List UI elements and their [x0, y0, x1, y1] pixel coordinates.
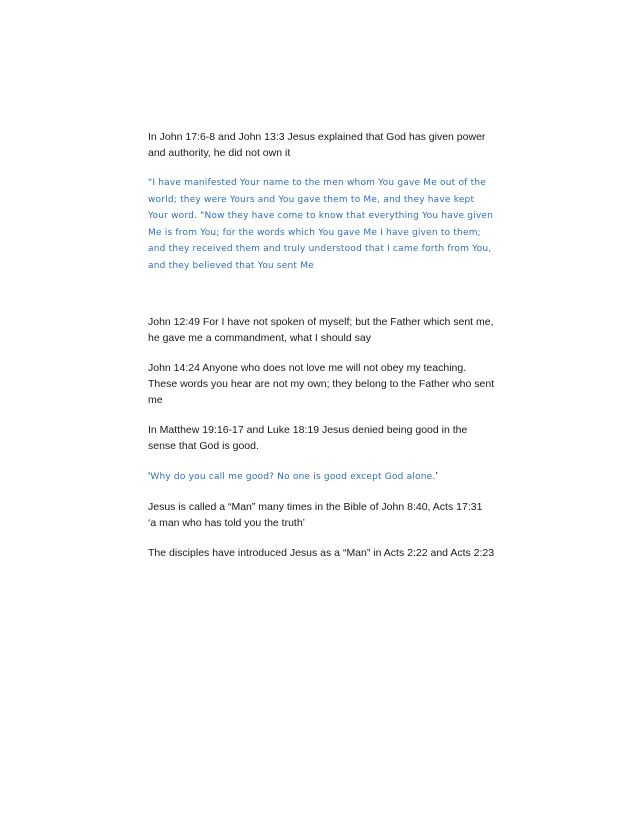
- paragraph-line-1: Jesus is called a “Man” many times in the Bible of John 8:40, Acts 17:31: [148, 501, 483, 513]
- paragraph-disciples: The disciples have introduced Jesus as a “Man” in Acts 2:22 and Acts 2:23: [148, 547, 495, 559]
- paragraph-john-12: John 12:49 For I have not spoken of myself; but the Father which sent me, he gave me a commandment, what I should say: [148, 316, 494, 344]
- quote-why-call-me-good: [148, 468, 496, 485]
- document-body: [148, 129, 496, 575]
- paragraph-matthew-19: In Matthew 19:16-17 and Luke 18:19 Jesus denied being good in the sense that God is good.: [148, 424, 468, 452]
- paragraph-john-17: In John 17:6-8 and John 13:3 Jesus explained that God has given power and authority, he did not own it: [148, 131, 486, 159]
- quote-text: Why do you call me good? No one is good except God alone.: [150, 472, 436, 482]
- paragraph-john-14: John 14:24 Anyone who does not love me will not obey my teaching. These words you hear are not my own; they belong to the Father who sent me: [148, 362, 495, 406]
- quote-open-mark: ‘: [148, 470, 151, 482]
- paragraph-jesus-called-man: [148, 499, 496, 531]
- quote-john-17: "I have manifested Your name to the men whom You gave Me out of the world; they were Yours and You gave them to Me, and they have kept Your word. "Now they have come to know that everything You have given Me is from You; for the words which You gave Me I have given to them; and they received them and truly understood that I came forth from You, and they believed that You sent Me: [148, 178, 494, 271]
- quote-close-mark: ’: [435, 470, 438, 482]
- paragraph-line-2: ‘a man who has told you the truth’: [148, 517, 306, 529]
